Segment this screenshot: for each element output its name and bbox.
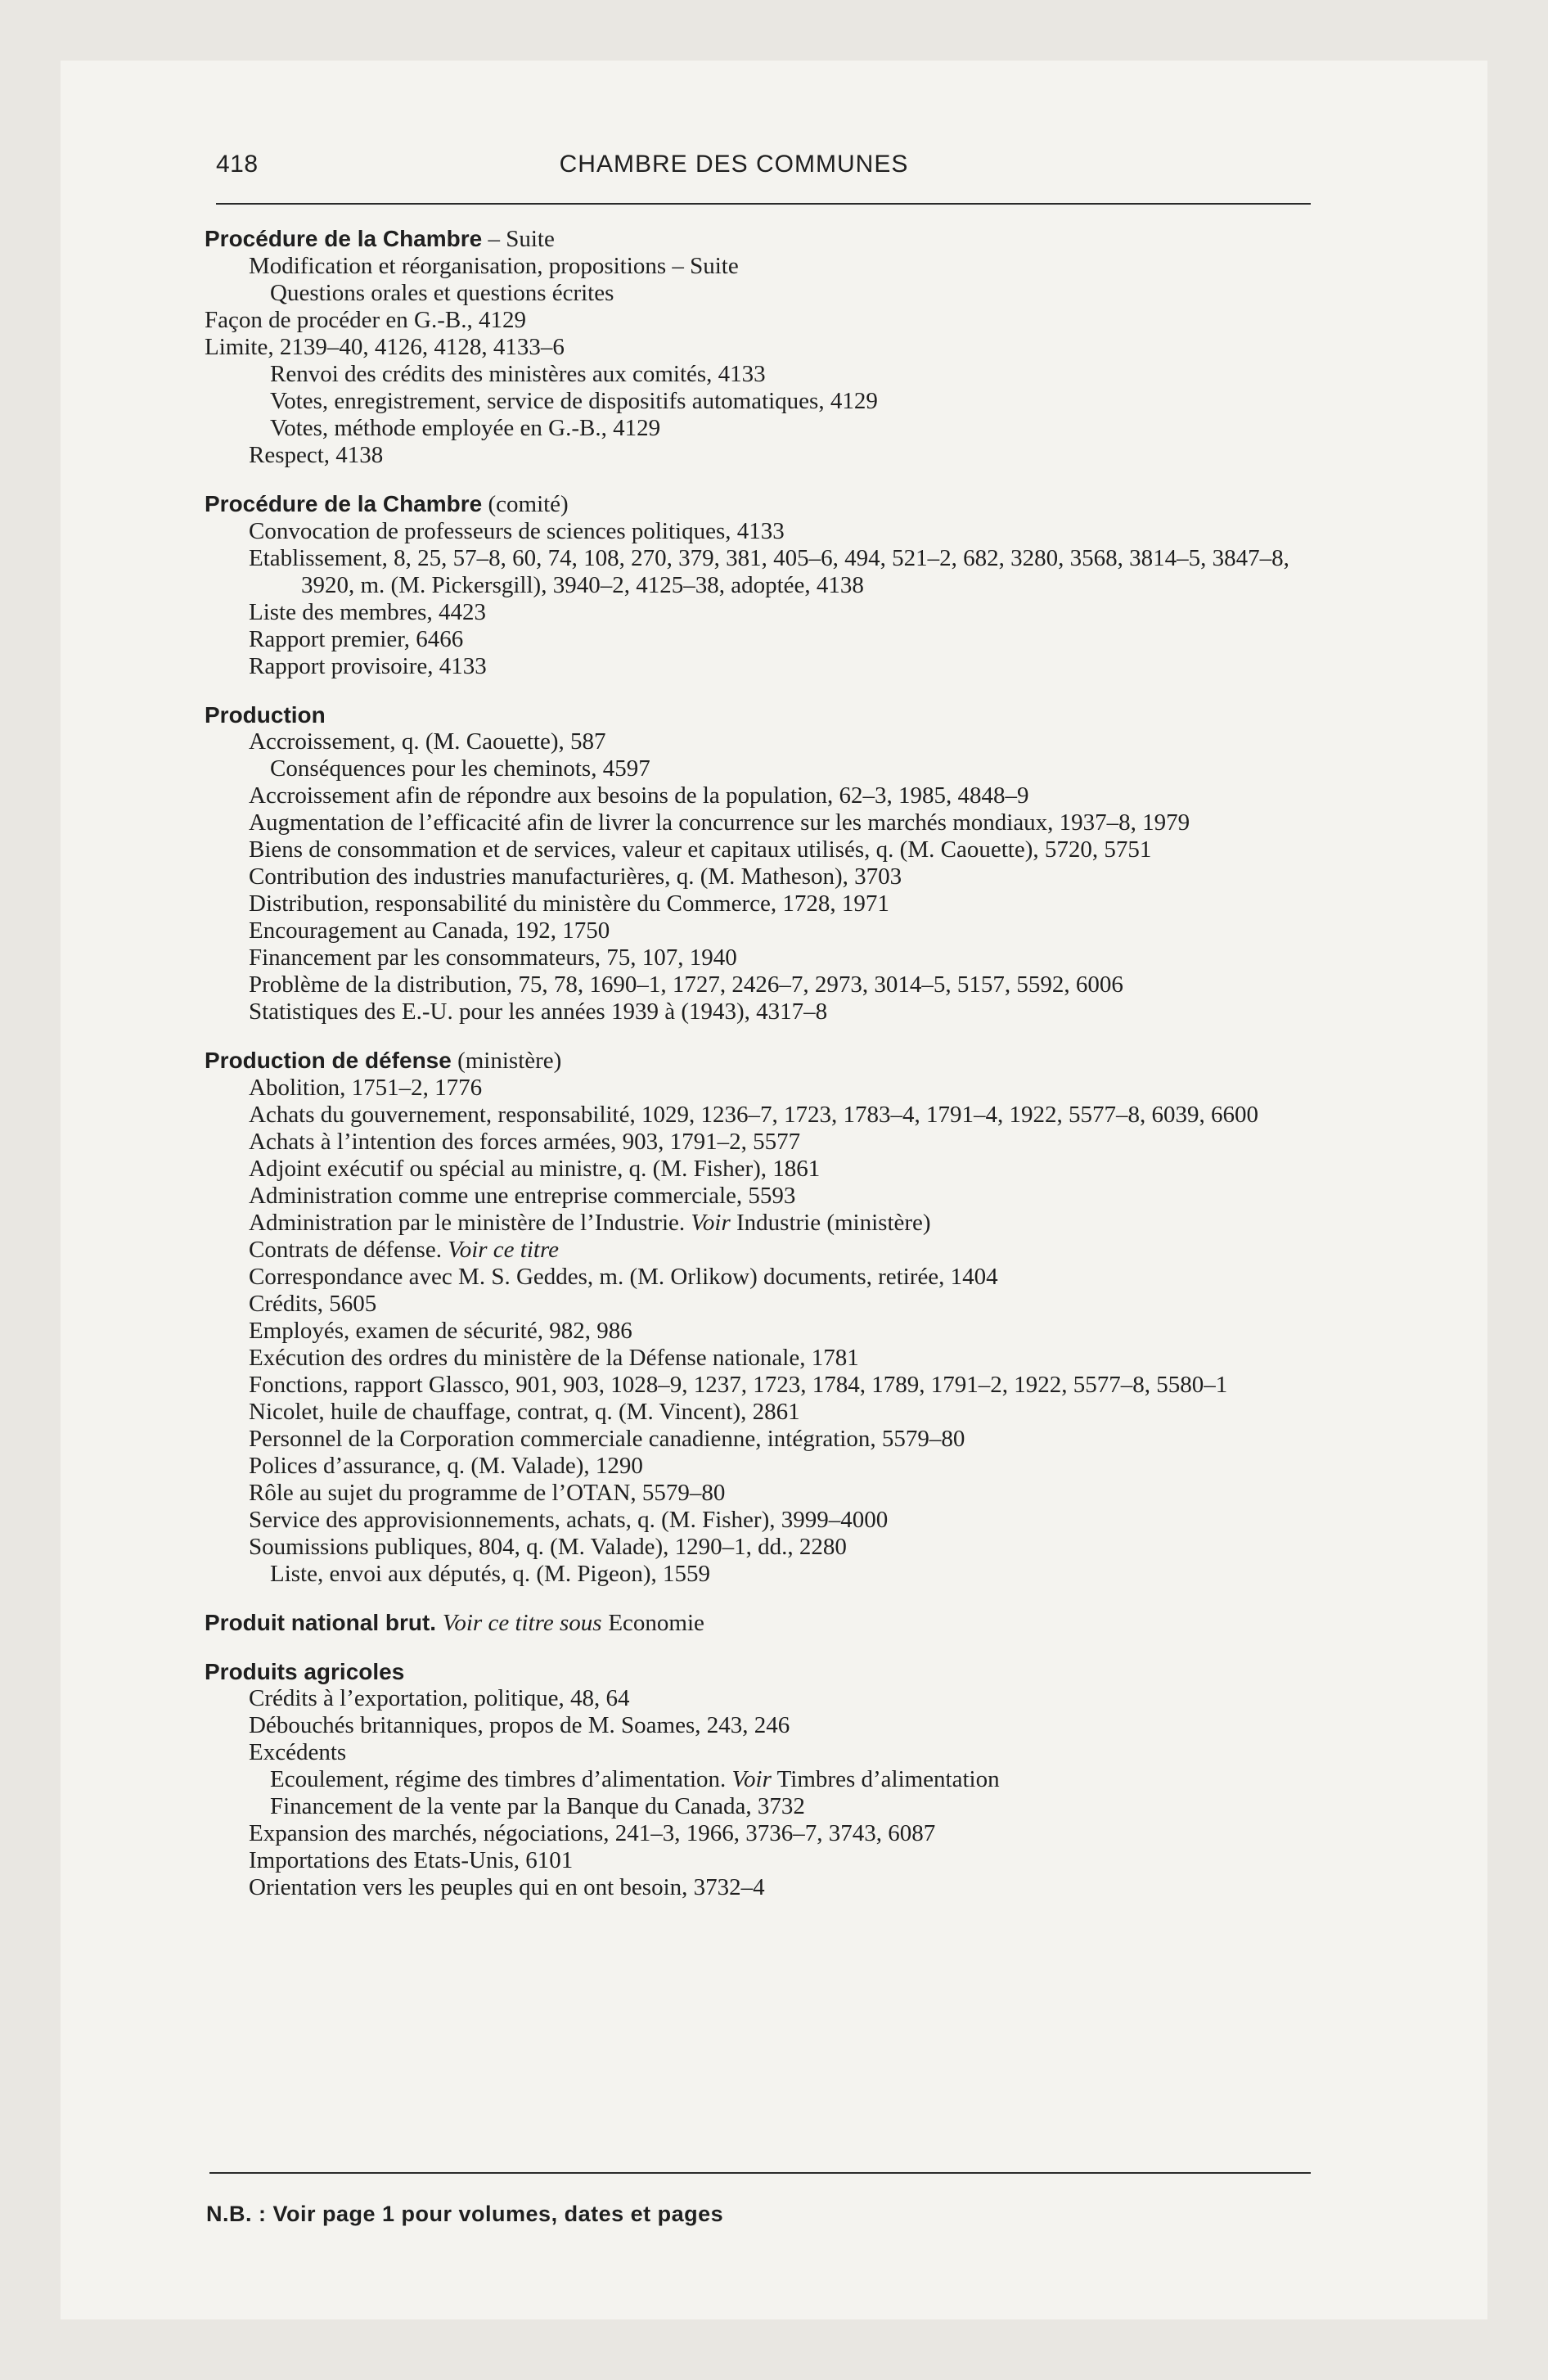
subentry-text: Polices d’assurance, q. (M. Valade), 1290 — [249, 1453, 643, 1479]
subentry-level-1 — [205, 653, 1342, 680]
subentry-text: Liste, envoi aux députés, q. (M. Pigeon), 1559 — [270, 1561, 711, 1587]
subentry-level-1 — [205, 782, 1342, 809]
entry-heading — [205, 1609, 1342, 1637]
entry-heading — [205, 1658, 1342, 1685]
cross-reference-voir: Voir — [731, 1766, 772, 1792]
subentry-text: Distribution, responsabilité du ministère du Commerce, 1728, 1971 — [249, 890, 889, 917]
subentry-text: Employés, examen de sécurité, 982, 986 — [249, 1318, 632, 1344]
heading-text: Production de défense — [205, 1048, 452, 1073]
subentry-text: Expansion des marchés, négociations, 241–3, 1966, 3736–7, 3743, 6087 — [249, 1820, 936, 1846]
cross-reference-target: Timbres d’alimentation — [776, 1766, 1000, 1792]
subentry-text: Abolition, 1751–2, 1776 — [249, 1075, 483, 1101]
heading-text: Produit national brut. — [205, 1610, 437, 1635]
subentry-text: Façon de procéder en G.-B., 4129 — [205, 307, 526, 333]
subentry-level-2 — [205, 280, 1342, 307]
subentry-text: Exécution des ordres du ministère de la Défense nationale, 1781 — [249, 1345, 859, 1371]
subentry-text: Soumissions publiques, 804, q. (M. Valade), 1290–1, dd., 2280 — [249, 1534, 847, 1560]
subentry-text: Encouragement au Canada, 192, 1750 — [249, 917, 610, 944]
subentry-level-1 — [205, 1156, 1342, 1183]
index-entries — [205, 225, 1342, 1922]
subentry-text: Importations des Etats-Unis, 6101 — [249, 1847, 574, 1873]
subentry-text: Débouchés britanniques, propos de M. Soames, 243, 246 — [249, 1712, 790, 1738]
index-entry — [205, 1047, 1342, 1588]
subentry-text: Votes, méthode employée en G.-B., 4129 — [270, 415, 661, 441]
cross-reference-target: Industrie (ministère) — [736, 1210, 931, 1236]
subentry-text: Biens de consommation et de services, valeur et capitaux utilisés, q. (M. Caouette), 5720, 5751 — [249, 836, 1152, 863]
subentry-text: Accroissement afin de répondre aux besoins de la population, 62–3, 1985, 4848–9 — [249, 782, 1029, 809]
subentry-level-2 — [205, 1561, 1342, 1588]
subentry-level-2 — [205, 1793, 1342, 1820]
subentry-text: Financement par les consommateurs, 75, 107, 1940 — [249, 944, 737, 971]
subentry-level-2 — [205, 388, 1342, 415]
running-title: CHAMBRE DES COMMUNES — [559, 151, 909, 178]
subentry-text: Etablissement, 8, 25, 57–8, 60, 74, 108, 270, 379, 381, 405–6, 494, 521–2, 682, 3280, 3568, 3814–5, 3847–8, 3920, m. (M. Pickersgill), 3940–2, 4125–38, adoptée, 4138 — [249, 545, 1289, 598]
subentry-text: Liste des membres, 4423 — [249, 599, 486, 625]
subentry-text: Renvoi des crédits des ministères aux comités, 4133 — [270, 361, 766, 387]
subentry-text: Achats du gouvernement, responsabilité, 1029, 1236–7, 1723, 1783–4, 1791–4, 1922, 5577–8, 6039, 6600 — [249, 1102, 1258, 1128]
footer-rule — [209, 2172, 1311, 2174]
subentry-text: Conséquences pour les cheminots, 4597 — [270, 755, 650, 782]
subentry-level-1 — [205, 863, 1342, 890]
subentry-text: Problème de la distribution, 75, 78, 1690–1, 1727, 2426–7, 2973, 3014–5, 5157, 5592, 6006 — [249, 971, 1123, 998]
subentry-level-1 — [205, 1874, 1342, 1901]
subentry-level-1 — [205, 1534, 1342, 1561]
subentry-text: Contrats de défense. — [249, 1237, 442, 1263]
subentry-level-1 — [205, 253, 1342, 280]
subentry-text: Rapport provisoire, 4133 — [249, 653, 487, 679]
page-number: 418 — [216, 151, 259, 178]
subentry-text: Convocation de professeurs de sciences politiques, 4133 — [249, 518, 785, 544]
subentry-text: Correspondance avec M. S. Geddes, m. (M. Orlikow) documents, retirée, 1404 — [249, 1264, 998, 1290]
subentry-level-1 — [205, 971, 1342, 998]
subentry-text: Financement de la vente par la Banque du Canada, 3732 — [270, 1793, 805, 1819]
subentry-text: Adjoint exécutif ou spécial au ministre, q. (M. Fisher), 1861 — [249, 1156, 821, 1182]
index-entry — [205, 1658, 1342, 1901]
entry-heading — [205, 701, 1342, 728]
subentry-text: Administration par le ministère de l’Industrie. — [249, 1210, 686, 1236]
heading-text: Procédure de la Chambre — [205, 491, 483, 516]
subentry-level-1 — [205, 599, 1342, 626]
subentry-text: Augmentation de l’efficacité afin de livrer la concurrence sur les marchés mondiaux, 1937–8, 1979 — [249, 809, 1190, 836]
subentry-level-1 — [205, 1129, 1342, 1156]
subentry-level-1 — [205, 890, 1342, 917]
subentry-level-2 — [205, 361, 1342, 388]
index-entry — [205, 701, 1342, 1025]
subentry-level-1 — [205, 1453, 1342, 1480]
subentry-text: Fonctions, rapport Glassco, 901, 903, 1028–9, 1237, 1723, 1784, 1789, 1791–2, 1922, 5577–8, 5580–1 — [249, 1372, 1228, 1398]
subentry-text: Personnel de la Corporation commerciale canadienne, intégration, 5579–80 — [249, 1426, 965, 1452]
cross-reference-voir: Voir ce titre sous — [442, 1610, 602, 1636]
subentry-level-1 — [205, 1264, 1342, 1291]
cross-reference-voir: Voir — [691, 1210, 731, 1236]
subentry-level-1 — [205, 728, 1342, 755]
subentry-level-1 — [205, 1507, 1342, 1534]
subentry-text: Ecoulement, régime des timbres d’alimentation. — [270, 1766, 727, 1792]
subentry-level-2 — [205, 1766, 1342, 1793]
entry-heading — [205, 1047, 1342, 1075]
footer-note: N.B. : Voir page 1 pour volumes, dates et pages — [206, 2202, 724, 2226]
heading-note: (ministère) — [451, 1048, 562, 1074]
subentry-text: Rapport premier, 6466 — [249, 626, 464, 652]
subentry-level-1 — [205, 1318, 1342, 1345]
subentry-text: Statistiques des E.-U. pour les années 1939 à (1943), 4317–8 — [249, 998, 828, 1025]
subentry-level-3 — [205, 307, 1342, 334]
subentry-text: Questions orales et questions écrites — [270, 280, 614, 306]
subentry-level-2 — [205, 755, 1342, 782]
heading-text: Production — [205, 702, 326, 728]
subentry-text: Crédits à l’exportation, politique, 48, 64 — [249, 1685, 630, 1711]
index-entry — [205, 225, 1342, 469]
subentry-text: Nicolet, huile de chauffage, contrat, q. (M. Vincent), 2861 — [249, 1399, 800, 1425]
subentry-level-1 — [205, 836, 1342, 863]
subentry-level-1 — [205, 1399, 1342, 1426]
cross-reference-voir: Voir ce titre — [448, 1237, 560, 1263]
subentry-level-1 — [205, 917, 1342, 944]
subentry-level-1 — [205, 809, 1342, 836]
subentry-text: Administration comme une entreprise commerciale, 5593 — [249, 1183, 796, 1209]
subentry-level-1 — [205, 1847, 1342, 1874]
entry-heading — [205, 490, 1342, 518]
header-rule — [216, 203, 1311, 205]
subentry-level-1 — [205, 1291, 1342, 1318]
subentry-text: Accroissement, q. (M. Caouette), 587 — [249, 728, 606, 755]
subentry-text: Excédents — [249, 1739, 347, 1765]
cross-reference-target: Economie — [608, 1610, 704, 1636]
subentry-level-1 — [205, 545, 1342, 599]
subentry-level-1 — [205, 1345, 1342, 1372]
subentry-level-1 — [205, 1426, 1342, 1453]
subentry-level-2 — [205, 415, 1342, 442]
subentry-level-1 — [205, 1075, 1342, 1102]
index-entry — [205, 1609, 1342, 1637]
subentry-level-3 — [205, 334, 1342, 361]
index-entry — [205, 490, 1342, 680]
heading-text: Produits agricoles — [205, 1659, 405, 1684]
subentry-level-1 — [205, 1480, 1342, 1507]
subentry-text: Rôle au sujet du programme de l’OTAN, 5579–80 — [249, 1480, 726, 1506]
subentry-text: Service des approvisionnements, achats, q. (M. Fisher), 3999–4000 — [249, 1507, 889, 1533]
heading-note: (comité) — [482, 491, 569, 517]
subentry-text: Crédits, 5605 — [249, 1291, 377, 1317]
subentry-text: Votes, enregistrement, service de dispositifs automatiques, 4129 — [270, 388, 878, 414]
subentry-text: Achats à l’intention des forces armées, 903, 1791–2, 5577 — [249, 1129, 801, 1155]
subentry-level-1 — [205, 1739, 1342, 1766]
subentry-level-1 — [205, 442, 1342, 469]
subentry-level-1 — [205, 1102, 1342, 1129]
subentry-level-1 — [205, 518, 1342, 545]
heading-text: Procédure de la Chambre — [205, 226, 483, 251]
subentry-text: Orientation vers les peuples qui en ont besoin, 3732–4 — [249, 1874, 765, 1900]
subentry-level-1 — [205, 1372, 1342, 1399]
subentry-text: Modification et réorganisation, propositions – Suite — [249, 253, 739, 279]
subentry-level-1 — [205, 1712, 1342, 1739]
heading-note: – Suite — [482, 226, 555, 252]
subentry-level-1 — [205, 998, 1342, 1025]
subentry-level-1 — [205, 626, 1342, 653]
subentry-text: Respect, 4138 — [249, 442, 384, 468]
entry-heading — [205, 225, 1342, 253]
subentry-level-1 — [205, 1183, 1342, 1210]
subentry-level-1 — [205, 1820, 1342, 1847]
subentry-text: Limite, 2139–40, 4126, 4128, 4133–6 — [205, 334, 565, 360]
subentry-level-1 — [205, 1237, 1342, 1264]
subentry-level-1 — [205, 944, 1342, 971]
page-header — [157, 146, 1311, 195]
subentry-level-1 — [205, 1210, 1342, 1237]
subentry-level-1 — [205, 1685, 1342, 1712]
subentry-text: Contribution des industries manufacturières, q. (M. Matheson), 3703 — [249, 863, 902, 890]
